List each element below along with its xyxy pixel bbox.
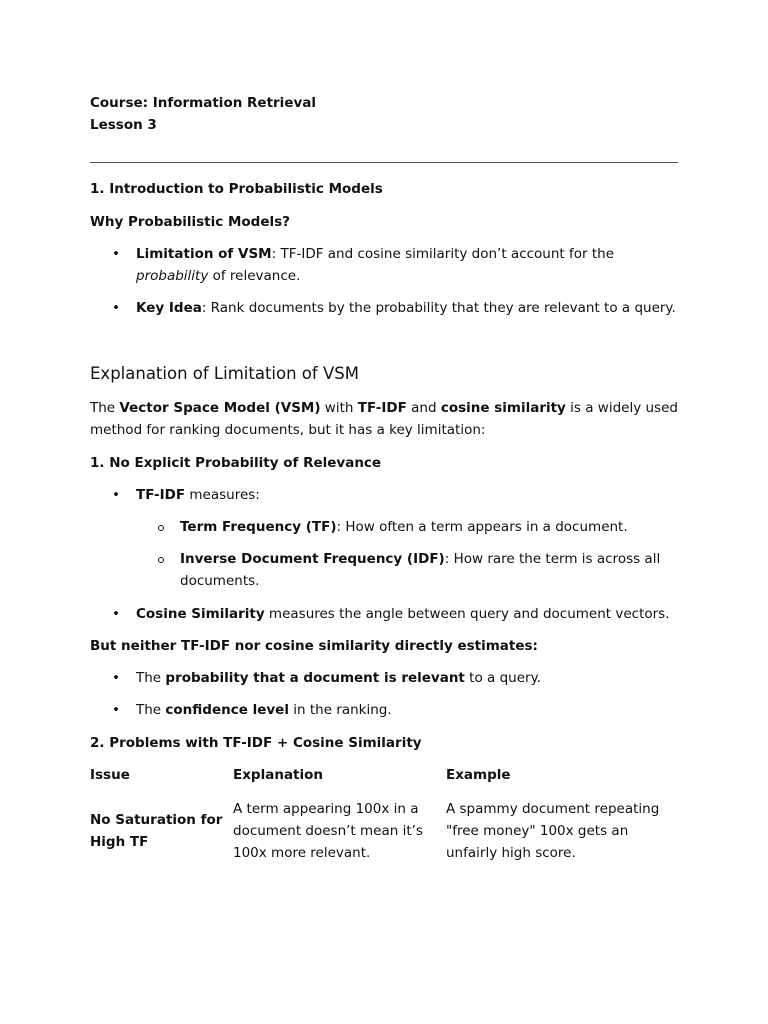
table-row: [90, 798, 680, 864]
subheading-no-explicit-probability: 1. No Explicit Probability of Relevance: [90, 455, 382, 471]
hollow-bullet-icon: [158, 557, 164, 563]
table-header-row: [90, 764, 680, 798]
tfidf-list: [112, 484, 678, 516]
list-item: Inverse Document Frequency (IDF): How rare the term is across all documents.: [156, 548, 678, 592]
section-1-subtitle: Why Probabilistic Models?: [90, 214, 290, 230]
neither-statement: But neither TF-IDF nor cosine similarity directly estimates:: [90, 638, 538, 654]
bullet-icon: •: [112, 606, 120, 622]
explanation-intro: The Vector Space Model (VSM) with TF-IDF and cosine similarity is a widely used method for ranking documents, but it has a key limitation:: [90, 400, 678, 438]
bullet-icon: •: [112, 670, 120, 686]
lesson-label: Lesson 3: [90, 117, 157, 133]
list-item: • The probability that a document is relevant to a query.: [112, 667, 678, 689]
list-item: • Limitation of VSM: TF-IDF and cosine similarity don’t account for the probability of relevance.: [112, 243, 678, 287]
bullet-icon: •: [112, 487, 120, 503]
section-1-title: 1. Introduction to Probabilistic Models: [90, 181, 383, 197]
explanation-heading: Explanation of Limitation of VSM: [90, 364, 359, 383]
problems-table: [90, 764, 680, 864]
list-item: • Key Idea: Rank documents by the probability that they are relevant to a query.: [112, 297, 678, 319]
horizontal-divider: [90, 162, 678, 163]
bullet-icon: •: [112, 300, 120, 316]
header-example: Example: [446, 767, 511, 783]
list-item: Term Frequency (TF): How often a term appears in a document.: [156, 516, 678, 538]
header-issue: Issue: [90, 767, 130, 783]
cell-example: A spammy document repeating "free money" 100x gets an unfairly high score.: [446, 801, 660, 861]
list-item: • The confidence level in the ranking.: [112, 699, 678, 721]
cell-issue: No Saturation for High TF: [90, 812, 223, 850]
subheading-problems: 2. Problems with TF-IDF + Cosine Similarity: [90, 735, 422, 751]
bullet-icon: •: [112, 246, 120, 262]
why-probabilistic-list: [112, 243, 678, 329]
list-item: • TF-IDF measures:: [112, 484, 678, 506]
cell-explanation: A term appearing 100x in a document doesn’t mean it’s 100x more relevant.: [233, 801, 423, 861]
hollow-bullet-icon: [158, 525, 164, 531]
tfidf-sub-list: [156, 516, 678, 602]
bullet-icon: •: [112, 702, 120, 718]
cosine-list: [112, 603, 678, 635]
header-explanation: Explanation: [233, 767, 324, 783]
course-title: Course: Information Retrieval: [90, 95, 317, 111]
list-item: • Cosine Similarity measures the angle between query and document vectors.: [112, 603, 678, 625]
estimates-list: [112, 667, 678, 731]
